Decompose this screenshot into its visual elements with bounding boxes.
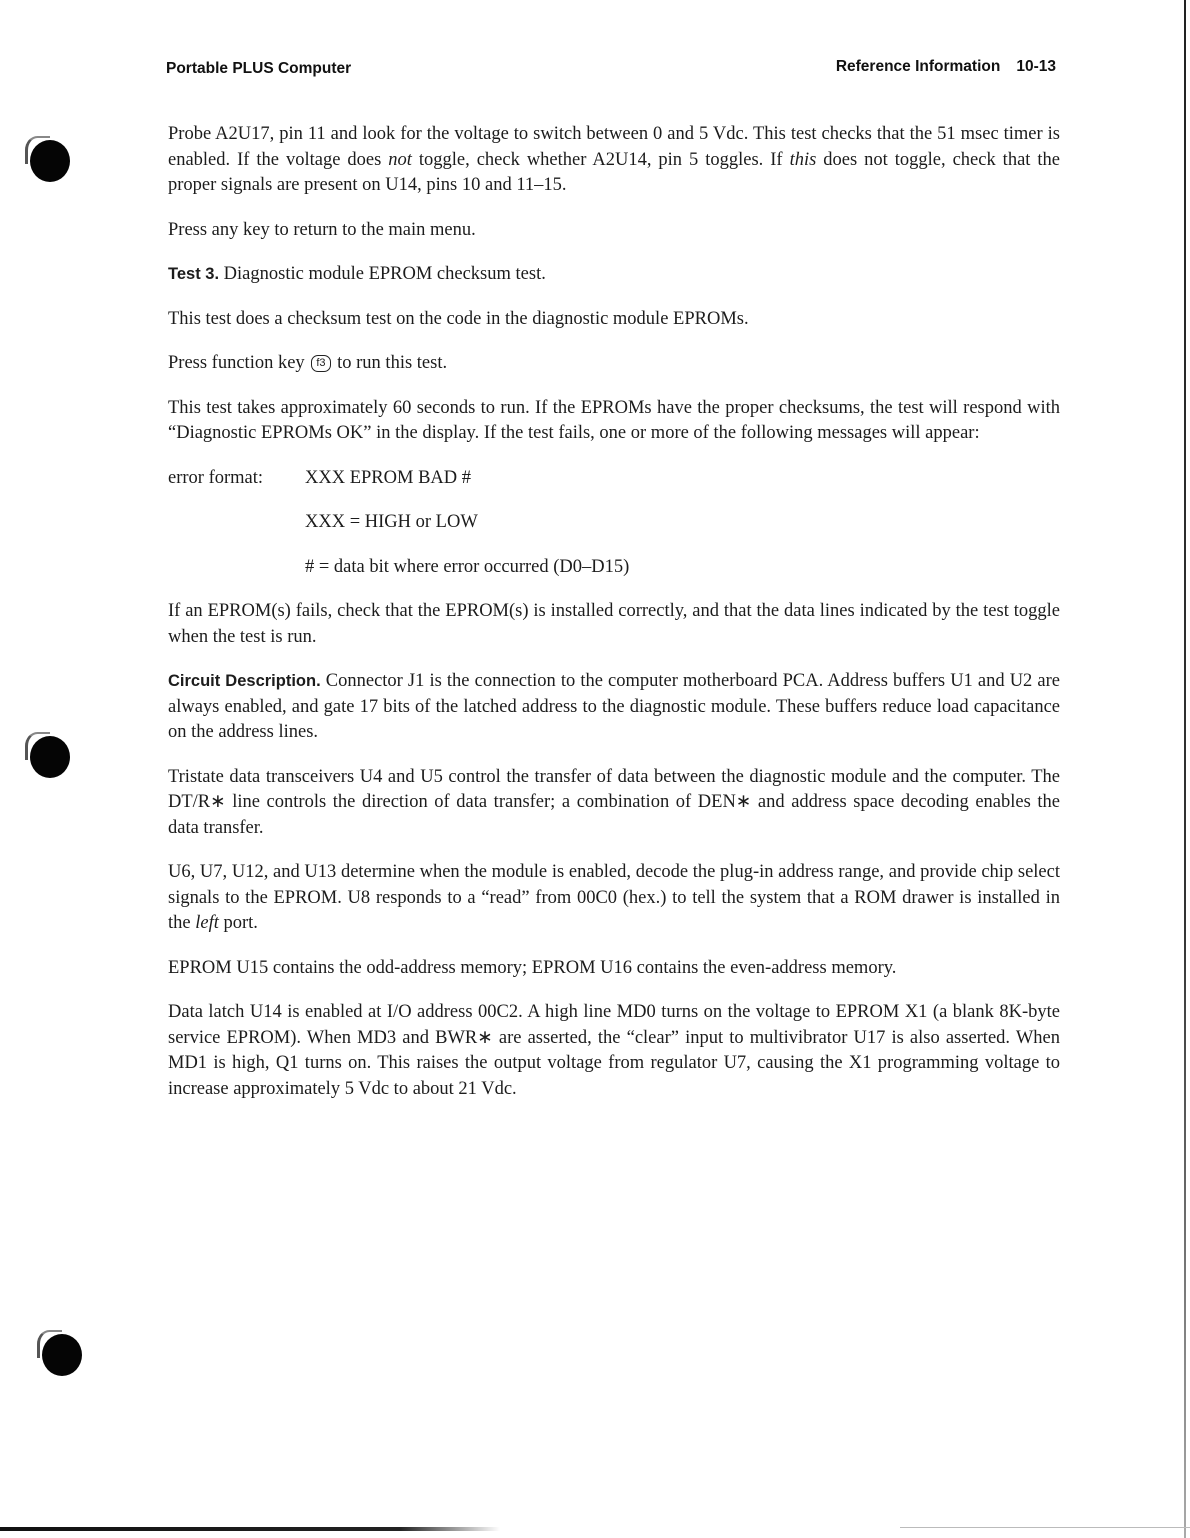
error-format-block bbox=[168, 466, 1060, 581]
text-run: Connector J1 is the connection to the computer motherboard PCA. Address buffers U1 and U2 are always enabled, and gate 17 bits of the latched address to the diagnostic module. These buffers reduce load capacitance on the address lines. bbox=[168, 671, 1060, 742]
text-run: Press function key bbox=[168, 353, 310, 373]
emphasis-not: not bbox=[388, 149, 412, 170]
body-text bbox=[168, 122, 1060, 1121]
function-key-f3-icon: f3 bbox=[311, 355, 330, 372]
page-edge-bottom bbox=[0, 1527, 500, 1531]
text-run: Diagnostic module EPROM checksum test. bbox=[219, 264, 546, 284]
binding-hole-middle bbox=[30, 736, 70, 778]
binding-hole-top bbox=[30, 140, 70, 182]
paragraph-test-duration: This test takes approximately 60 seconds to run. If the EPROMs have the proper checksums, the test will respond with “Diagnostic EPROMs OK” in the display. If the test fails, one or more of the following messages will appear: bbox=[168, 397, 1060, 443]
text-run: does not toggle, check that the proper signals are present on U14, pins 10 and 11–15. bbox=[168, 149, 1060, 195]
paragraph-probe bbox=[168, 122, 1060, 199]
emphasis-left: left bbox=[195, 913, 219, 933]
paragraph-u6-u7 bbox=[168, 860, 1060, 937]
error-format-line-3: # = data bit where error occurred (D0–D15) bbox=[305, 556, 630, 577]
circuit-description-label: Circuit Description. bbox=[168, 672, 321, 690]
text-run: to run this test. bbox=[332, 353, 448, 373]
paragraph-tristate: Tristate data transceivers U4 and U5 control the transfer of data between the diagnostic module and the computer. The DT/R∗ line controls the direction of data transfer; a combination of DEN∗ and address space decoding enables the data transfer. bbox=[168, 766, 1060, 838]
test-3-label: Test 3. bbox=[168, 265, 220, 283]
text-run: port. bbox=[218, 913, 258, 933]
paragraph-eprom-memory: EPROM U15 contains the odd-address memory; EPROM U16 contains the even-address memory. bbox=[168, 957, 897, 978]
paragraph-test-3 bbox=[168, 262, 1060, 288]
paragraph-circuit-description bbox=[168, 669, 1060, 746]
emphasis-this: this bbox=[789, 149, 817, 170]
text-run: U6, U7, U12, and U13 determine when the module is enabled, decode the plug-in address range, and provide chip select signals to the EPROM. U8 responds to a “read” from 00C0 (hex.) to tell the system that a ROM drawer is installed in the bbox=[168, 862, 1060, 933]
page-edge-right bbox=[1184, 0, 1186, 1538]
page-edge-bottom-faint bbox=[900, 1527, 1190, 1528]
error-format-row bbox=[168, 510, 1060, 536]
text-run: toggle, check whether A2U14, pin 5 toggles. If bbox=[411, 149, 790, 170]
error-format-line-2: XXX = HIGH or LOW bbox=[305, 512, 478, 532]
paragraph-checksum: This test does a checksum test on the code in the diagnostic module EPROMs. bbox=[168, 308, 749, 329]
running-header bbox=[166, 58, 1056, 82]
binding-hole-bottom bbox=[42, 1334, 82, 1376]
paragraph-press-any-key: Press any key to return to the main menu. bbox=[168, 219, 476, 240]
paragraph-eprom-fails: If an EPROM(s) fails, check that the EPROM(s) is installed correctly, and that the data lines indicated by the test toggle when the test is run. bbox=[168, 601, 1060, 647]
header-title: Portable PLUS Computer bbox=[166, 60, 352, 77]
error-format-row bbox=[168, 466, 1060, 492]
error-format-line-1: XXX EPROM BAD # bbox=[305, 467, 472, 488]
error-format-row bbox=[168, 555, 1060, 581]
header-section-title: Reference Information bbox=[835, 58, 1001, 75]
text-run: Probe A2U17, pin 11 and look for the voltage to switch between 0 and 5 Vdc. This test checks that the 51 msec timer is enabled. If the voltage does bbox=[168, 124, 1060, 170]
paragraph-function-key bbox=[168, 351, 1060, 377]
paragraph-data-latch: Data latch U14 is enabled at I/O address 00C2. A high line MD0 turns on the voltage to EPROM X1 (a blank 8K-byte service EPROM). When MD3 and BWR∗ are asserted, the “clear” input to multivibrator U17 is also asserted. When MD1 is high, Q1 turns on. This raises the output voltage from regulator U7, causing the X1 programming voltage to increase approximately 5 Vdc to about 21 Vdc. bbox=[168, 1002, 1060, 1099]
page-number: 10-13 bbox=[1016, 58, 1056, 75]
header-section bbox=[836, 58, 1056, 76]
error-format-label: error format: bbox=[168, 467, 264, 488]
